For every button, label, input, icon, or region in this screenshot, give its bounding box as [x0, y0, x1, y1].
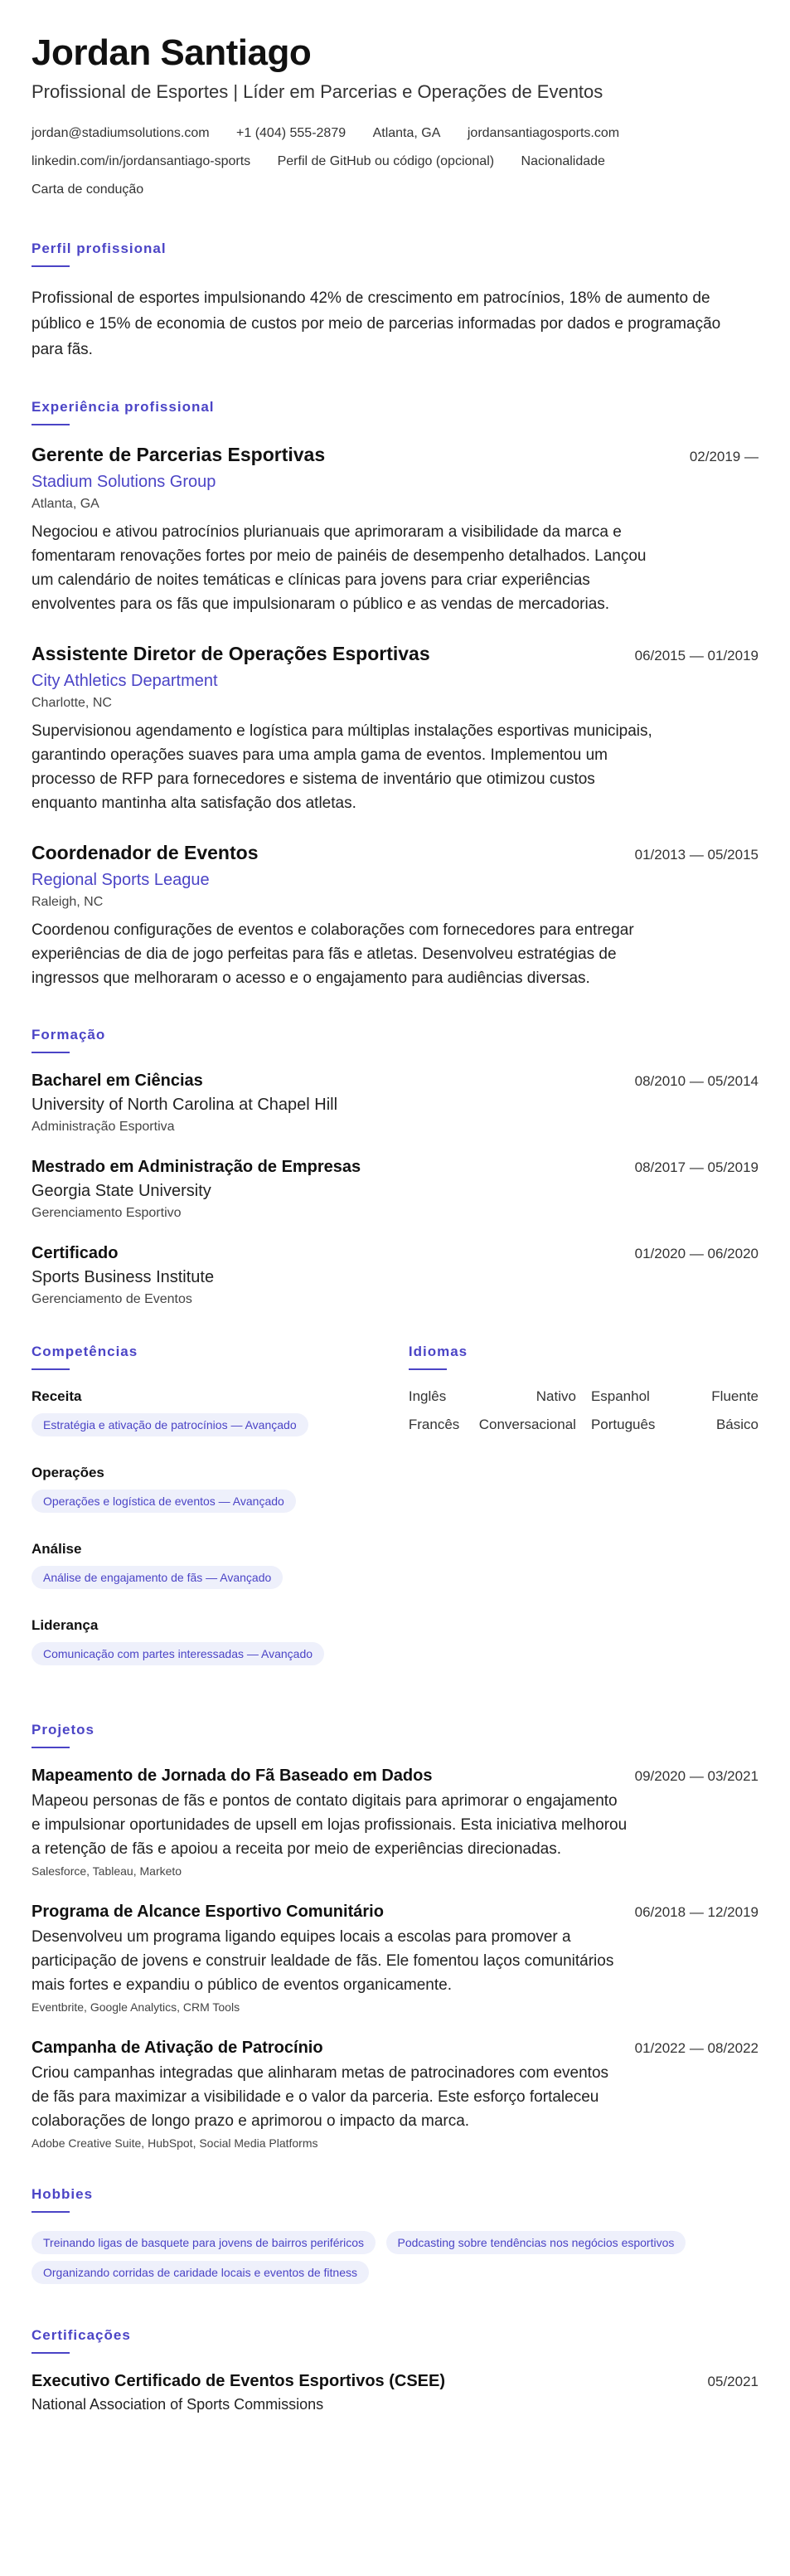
- education-entry: [32, 1158, 758, 1221]
- project-date: 06/2018 — 12/2019: [634, 1904, 758, 1920]
- project-title: Campanha de Ativação de Patrocínio: [32, 2039, 323, 2057]
- section-underline: [409, 1368, 447, 1370]
- education-entry: [32, 1072, 758, 1135]
- skill-group: [32, 1617, 400, 1672]
- job-title: Assistente Diretor de Operações Esportivas: [32, 643, 430, 664]
- project-date: 01/2022 — 08/2022: [634, 2040, 758, 2056]
- language-grid: [409, 1388, 758, 1433]
- section-underline: [32, 2211, 70, 2213]
- skills-section: [32, 1344, 400, 1694]
- project-entry: [32, 1767, 758, 1878]
- project-title: Mapeamento de Jornada do Fã Baseado em Dados: [32, 1767, 433, 1785]
- section-title: Certificações: [32, 2327, 131, 2343]
- hobby-pill: Podcasting sobre tendências nos negócios esportivos: [386, 2231, 686, 2254]
- language-name: Inglês: [408, 1388, 447, 1404]
- hobby-pill: Organizando corridas de caridade locais e eventos de fitness: [32, 2261, 369, 2284]
- contact-phone[interactable]: +1 (404) 555-2879: [236, 126, 347, 140]
- job-date: 02/2019 —: [689, 449, 758, 464]
- skill-group: [32, 1541, 400, 1596]
- section-underline: [32, 1368, 70, 1370]
- job-date: 06/2015 — 01/2019: [634, 648, 758, 663]
- job-location: Raleigh, NC: [32, 895, 104, 909]
- education-degree: Mestrado em Administração de Empresas: [32, 1158, 361, 1176]
- hobby-list: [32, 2231, 758, 2291]
- summary-section: [32, 241, 758, 362]
- summary-text: Profissional de esportes impulsionando 42% de crescimento em patrocínios, 18% de aumento de público e 15% de economia de custos por meio de parcerias informadas por dados e programação para fãs.: [32, 289, 721, 358]
- candidate-headline: Profissional de Esportes | Líder em Parcerias e Operações de Eventos: [32, 81, 603, 102]
- language-level: Nativo: [536, 1388, 576, 1404]
- project-entry: [32, 1903, 758, 2014]
- language-item: [409, 1417, 576, 1433]
- education-school: Sports Business Institute: [32, 1268, 215, 1286]
- section-title: Formação: [32, 1027, 106, 1043]
- job-company: Regional Sports League: [32, 871, 210, 889]
- certification-entry: [32, 2372, 758, 2413]
- language-item: [591, 1417, 758, 1433]
- section-underline: [32, 1052, 70, 1053]
- contact-location: Atlanta, GA: [372, 126, 441, 140]
- language-name: Francês: [408, 1417, 460, 1432]
- project-description: Mapeou personas de fãs e pontos de contato digitais para aprimorar o engajamento e impulsionar oportunidades de upsell em lojas profissionais. Esta iniciativa melhorou a retenção de fãs e apoiou a receita por meio de experiências direcionadas.: [32, 1792, 628, 1858]
- education-field: Gerenciamento Esportivo: [32, 1206, 182, 1220]
- job-description: Supervisionou agendamento e logística para múltiplas instalações esportivas municipais, garantindo operações suaves para uma ampla gama de eventos. Implementou um processo de RFP para fornecedores e sistema de inventário que otimizou custos enquanto mantinha alta satisfação dos atletas.: [32, 722, 652, 812]
- job-company: Stadium Solutions Group: [32, 473, 216, 491]
- skills-languages-row: [32, 1344, 758, 1694]
- project-description: Desenvolveu um programa ligando equipes locais a escolas para promover a participação de jovens e construir lealdade de fãs. Ele fomentou laços comunitários mais fortes e expandiu o público de eventos organicamente.: [32, 1928, 614, 1994]
- project-description: Criou campanhas integradas que alinharam metas de patrocinadores com eventos de fãs para maximizar a visibilidade e o valor da parceria. Este esforço fortaleceu colaborações de longo prazo e aprimorou o impacto da marca.: [32, 2064, 609, 2130]
- section-underline: [32, 424, 70, 425]
- skill-pill: Análise de engajamento de fãs — Avançado: [32, 1566, 283, 1589]
- education-entry: [32, 1244, 758, 1307]
- experience-section: [32, 399, 758, 990]
- education-field: Gerenciamento de Eventos: [32, 1292, 192, 1306]
- certifications-section: [32, 2327, 758, 2413]
- project-title: Programa de Alcance Esportivo Comunitário: [32, 1903, 384, 1921]
- projects-section: [32, 1722, 758, 2150]
- contact-driving-license: Carta de condução: [32, 182, 144, 197]
- skill-category: Operações: [32, 1465, 104, 1480]
- contact-email[interactable]: jordan@stadiumsolutions.com: [32, 126, 210, 140]
- contact-github[interactable]: Perfil de GitHub ou código (opcional): [277, 154, 495, 168]
- section-title: Perfil profissional: [32, 241, 167, 256]
- section-title: Experiência profissional: [32, 399, 215, 415]
- certification-org: National Association of Sports Commissions: [32, 2396, 324, 2413]
- job-entry: [32, 643, 758, 815]
- project-tools: Adobe Creative Suite, HubSpot, Social Media Platforms: [32, 2136, 318, 2150]
- section-underline: [32, 1747, 70, 1748]
- skill-pill: Operações e logística de eventos — Avançado: [32, 1490, 296, 1513]
- language-name: Espanhol: [590, 1388, 650, 1404]
- language-item: [409, 1388, 576, 1405]
- job-title: Coordenador de Eventos: [32, 842, 259, 863]
- hobby-pill: Treinando ligas de basquete para jovens de bairros periféricos: [32, 2231, 376, 2254]
- hobbies-section: [32, 2186, 758, 2291]
- language-level: Básico: [715, 1417, 758, 1432]
- language-level: Conversacional: [478, 1417, 576, 1432]
- section-title: Projetos: [32, 1722, 95, 1738]
- education-section: [32, 1027, 758, 1307]
- languages-section: [409, 1344, 758, 1694]
- job-entry: [32, 444, 758, 616]
- education-field: Administração Esportiva: [32, 1120, 175, 1134]
- project-date: 09/2020 — 03/2021: [634, 1768, 758, 1784]
- job-location: Atlanta, GA: [32, 497, 99, 511]
- section-underline: [32, 265, 70, 267]
- skill-pill: Estratégia e ativação de patrocínios — Avançado: [32, 1413, 308, 1436]
- skill-group: [32, 1465, 400, 1519]
- job-description: Negociou e ativou patrocínios plurianuais que aprimoraram a visibilidade da marca e fomentaram renovações fortes por meio de painéis de desempenho detalhados. Lançou um calendário de noites temáticas e clínicas para jovens para criar experiências envolventes para os fãs que impulsionaram o público e as vendas de mercadorias.: [32, 523, 647, 613]
- job-entry: [32, 842, 758, 990]
- skill-pill: Comunicação com partes interessadas — Avançado: [32, 1642, 324, 1665]
- contact-nationality: Nacionalidade: [521, 154, 605, 168]
- project-entry: [32, 2039, 758, 2150]
- language-level: Fluente: [711, 1388, 758, 1404]
- skill-group: [32, 1388, 400, 1443]
- skill-category: Receita: [32, 1388, 82, 1404]
- section-underline: [32, 2352, 70, 2354]
- section-title: Competências: [32, 1344, 138, 1359]
- project-tools: Eventbrite, Google Analytics, CRM Tools: [32, 2000, 240, 2014]
- certification-title: Executivo Certificado de Eventos Esportivos (CSEE): [32, 2372, 446, 2390]
- education-date: 08/2010 — 05/2014: [634, 1073, 758, 1089]
- certification-date: 05/2021: [707, 2374, 758, 2389]
- resume-header: [32, 32, 758, 204]
- job-location: Charlotte, NC: [32, 696, 112, 710]
- contact-linkedin[interactable]: linkedin.com/in/jordansantiago-sports: [32, 154, 251, 168]
- job-description: Coordenou configurações de eventos e colaborações com fornecedores para entregar experiências de dia de jogo perfeitas para fãs e atletas. Desenvolveu estratégias de ingressos que melhoraram o acesso e o engajamento para audiências diversas.: [32, 921, 634, 987]
- language-item: [591, 1388, 758, 1405]
- education-degree: Certificado: [32, 1244, 119, 1262]
- job-title: Gerente de Parcerias Esportivas: [32, 444, 326, 465]
- education-degree: Bacharel em Ciências: [32, 1072, 203, 1090]
- skill-category: Liderança: [32, 1617, 99, 1633]
- education-date: 08/2017 — 05/2019: [634, 1159, 758, 1175]
- education-school: Georgia State University: [32, 1182, 211, 1200]
- education-date: 01/2020 — 06/2020: [634, 1246, 758, 1261]
- language-name: Português: [590, 1417, 656, 1432]
- job-date: 01/2013 — 05/2015: [634, 847, 758, 863]
- project-tools: Salesforce, Tableau, Marketo: [32, 1864, 182, 1878]
- section-title: Hobbies: [32, 2186, 94, 2202]
- education-school: University of North Carolina at Chapel Hill: [32, 1096, 338, 1114]
- candidate-name: Jordan Santiago: [32, 32, 312, 73]
- section-title: Idiomas: [408, 1344, 468, 1359]
- job-company: City Athletics Department: [32, 672, 218, 690]
- contact-list: [32, 119, 758, 204]
- skill-category: Análise: [32, 1541, 82, 1557]
- contact-website[interactable]: jordansantiagosports.com: [467, 126, 620, 140]
